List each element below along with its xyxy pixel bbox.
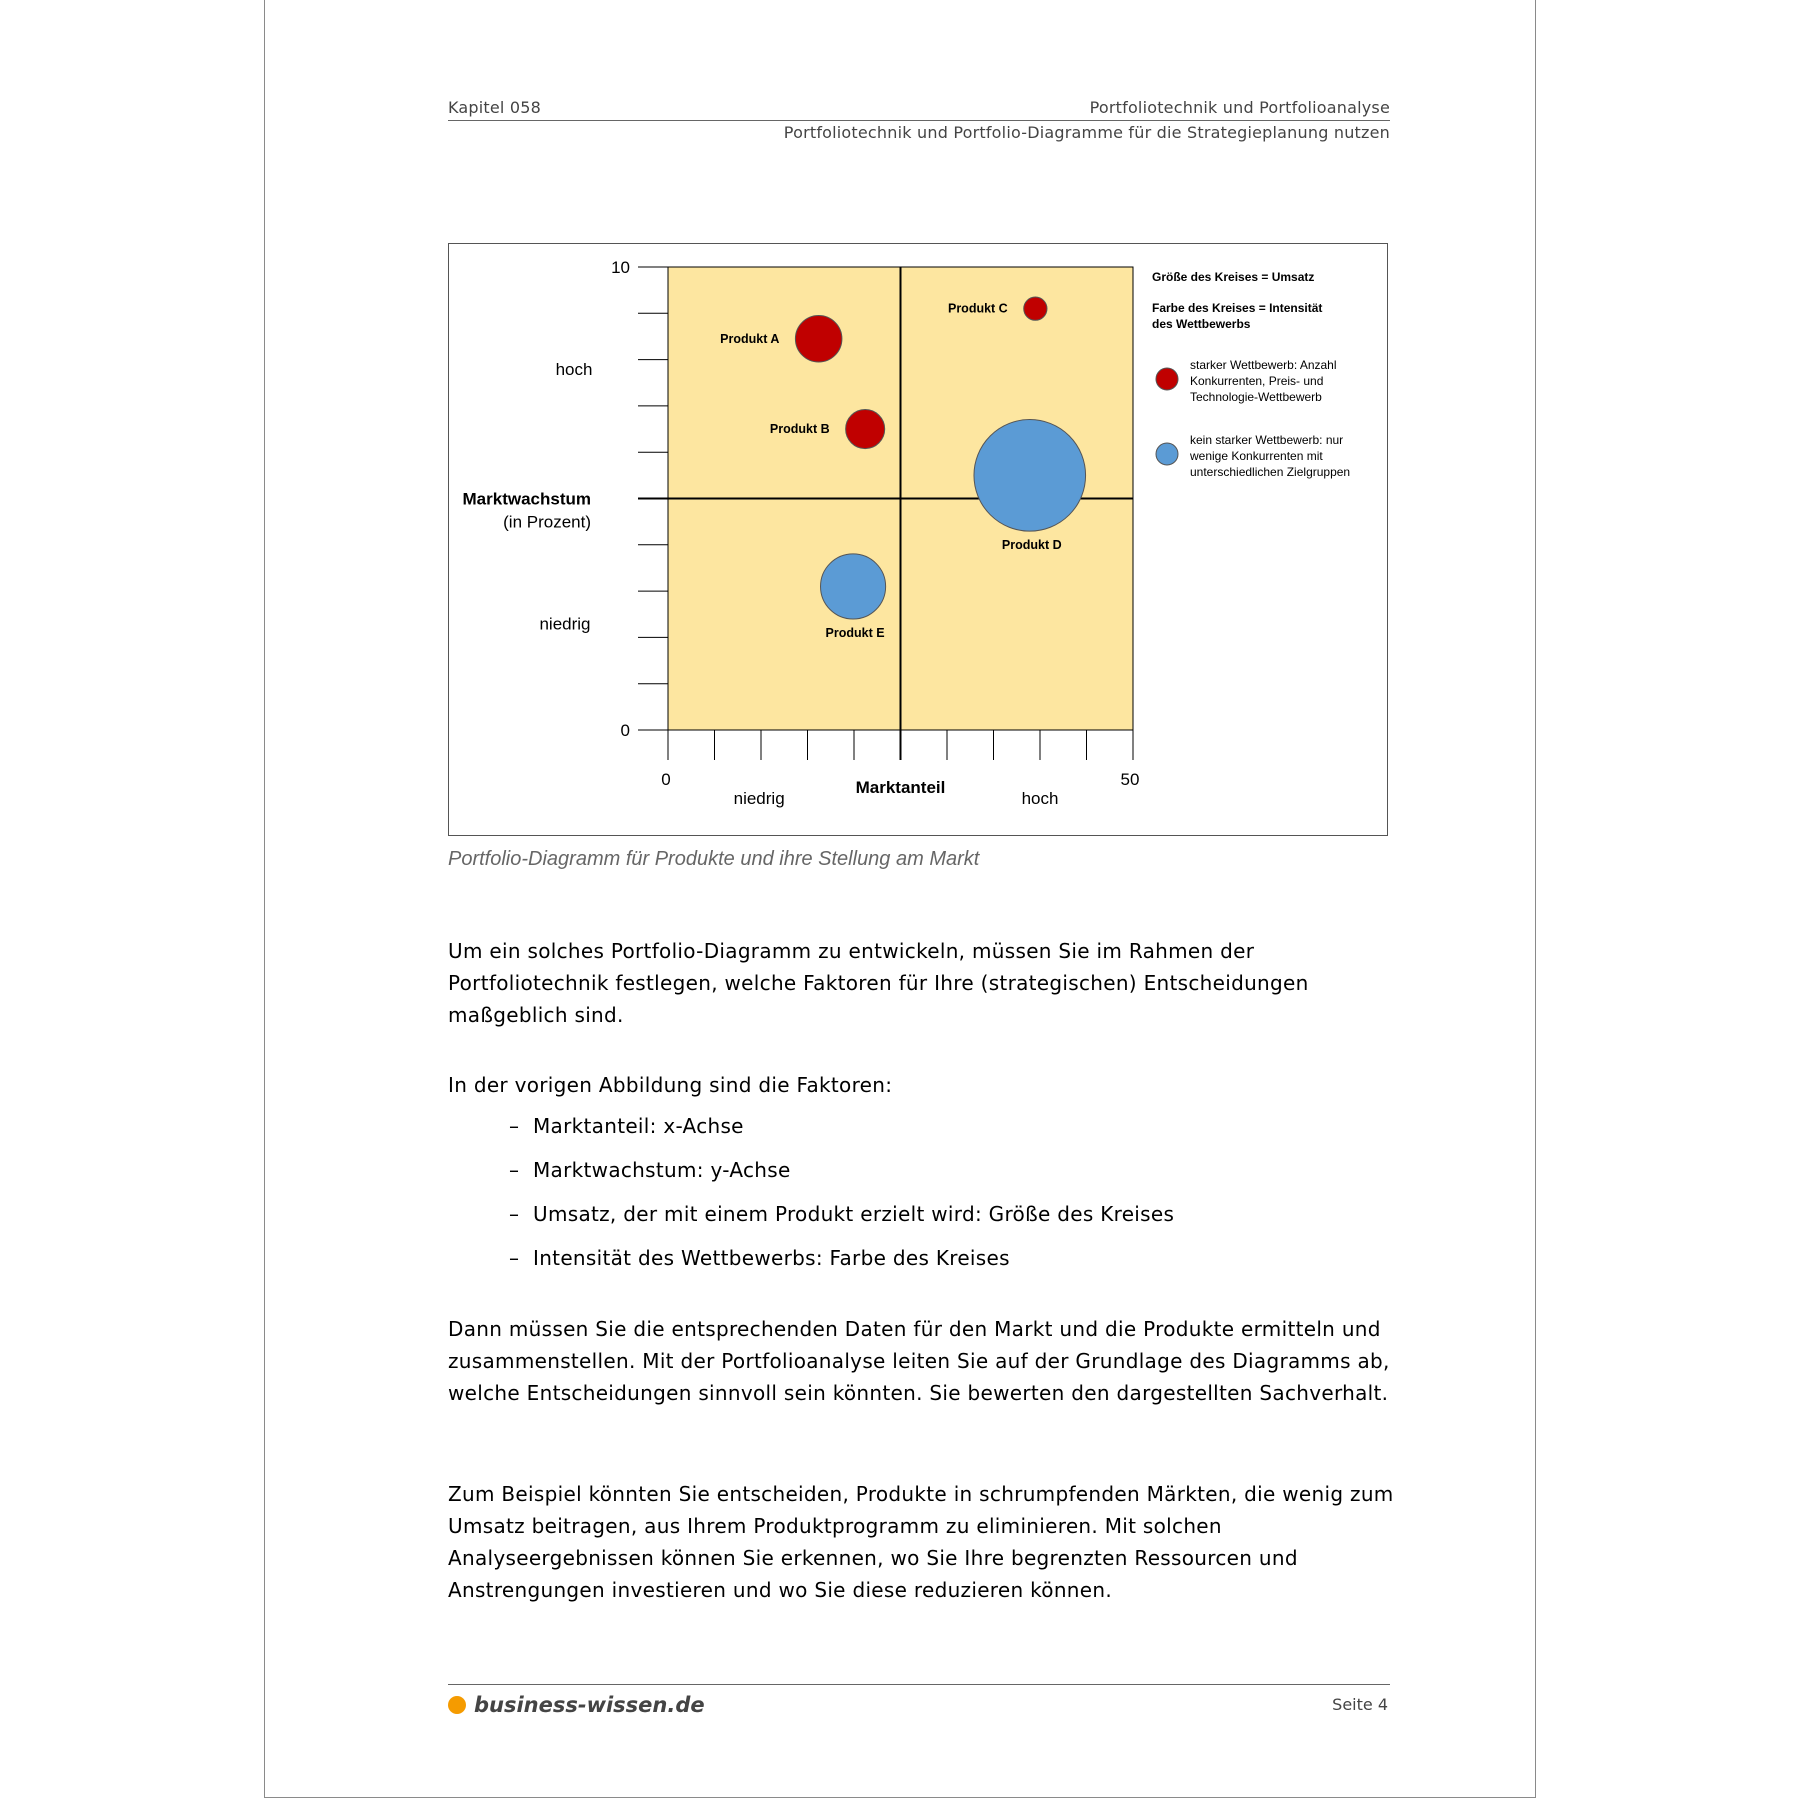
x-tick-label-right: 50 <box>1120 770 1140 789</box>
list-item <box>509 1154 1174 1198</box>
legend-entry-text: starker Wettbewerb: Anzahl <box>1190 358 1337 372</box>
paragraph-example: Zum Beispiel könnten Sie entscheiden, Produkte in schrumpfenden Märkten, die wenig zum Umsatz beitragen, aus Ihrem Produktprogramm zu eliminieren. Mit solchen Analyseergebnissen können Sie erkennen, wo Sie Ihre begrenzten Ressourcen und Anstrengungen investieren und wo Sie diese reduzieren können. <box>448 1482 1394 1602</box>
y-tick-label-top: 10 <box>611 258 630 277</box>
legend-entry-text: Konkurrenten, Preis- und <box>1190 374 1324 388</box>
list-dash: – <box>509 1158 520 1182</box>
page-header <box>448 98 1390 117</box>
y-axis-subtitle: (in Prozent) <box>503 512 591 532</box>
header-divider <box>448 120 1390 121</box>
list-dash: – <box>509 1202 520 1226</box>
bubble-produkt-e <box>821 554 886 619</box>
list-item-text: Umsatz, der mit einem Produkt erzielt wird: Größe des Kreises <box>533 1202 1175 1226</box>
x-tick-label-left: 0 <box>661 770 671 789</box>
chapter-label: Kapitel 058 <box>448 98 542 117</box>
y-category-low: niedrig <box>539 614 591 634</box>
bubble-produkt-c <box>1024 297 1047 320</box>
bubble-label: Produkt A <box>720 331 780 346</box>
legend-size-note: Größe des Kreises = Umsatz <box>1152 270 1315 284</box>
header-subtitle: Portfoliotechnik und Portfolio-Diagramme für die Strategieplanung nutzen <box>783 123 1390 142</box>
portfolio-figure <box>448 243 1388 836</box>
bubble-label: Produkt D <box>1001 538 1062 553</box>
legend-color-note: Farbe des Kreises = Intensität <box>1152 301 1323 315</box>
y-category-high: hoch <box>555 359 593 379</box>
list-item-text: Marktwachstum: y-Achse <box>533 1158 791 1182</box>
paragraph-analysis: Dann müssen Sie die entsprechenden Daten für den Markt und die Produkte ermitteln und zusammenstellen. Mit der Portfolioanalyse leiten Sie auf der Grundlage des Diagramms ab, welche Entscheidungen sinnvoll sein könnten. Sie bewerten den dargestellten Sachverhalt. <box>448 1317 1390 1405</box>
bubble-produkt-b <box>846 410 885 449</box>
footer-divider <box>448 1684 1390 1685</box>
footer-logo[interactable] <box>448 1693 705 1717</box>
chapter-topic: Portfoliotechnik und Portfolioanalyse <box>1089 98 1390 117</box>
bubble-label: Produkt E <box>825 626 885 641</box>
legend-entry-text: unterschiedlichen Zielgruppen <box>1190 465 1351 479</box>
x-axis-title: Marktanteil <box>855 778 946 797</box>
x-category-high: hoch <box>1021 789 1059 808</box>
page-number: Seite 4 <box>1332 1695 1388 1714</box>
paragraph-factors: In der vorigen Abbildung sind die Faktoren: <box>448 1073 893 1097</box>
figure-caption: Portfolio-Diagramm für Produkte und ihre Stellung am Markt <box>448 848 980 870</box>
legend-entry-text: kein starker Wettbewerb: nur <box>1190 433 1344 447</box>
factor-list <box>509 1110 1174 1286</box>
x-category-low: niedrig <box>733 789 785 808</box>
paragraph-intro: Um ein solches Portfolio-Diagramm zu entwickeln, müssen Sie im Rahmen der Portfoliotechnik festlegen, welche Faktoren für Ihre (strategischen) Entscheidungen maßgeblich sind. <box>448 939 1309 1027</box>
y-tick-label-bottom: 0 <box>620 721 630 740</box>
list-item-text: Marktanteil: x-Achse <box>533 1114 744 1138</box>
list-item-text: Intensität des Wettbewerbs: Farbe des Kreises <box>533 1246 1010 1270</box>
legend-entry-text: Technologie-Wettbewerb <box>1190 390 1322 404</box>
list-item <box>509 1110 1174 1154</box>
list-dash: – <box>509 1246 520 1270</box>
legend-swatch <box>1156 368 1178 390</box>
bubble-produkt-a <box>795 316 842 363</box>
list-item <box>509 1198 1174 1242</box>
bubble-produkt-d <box>974 420 1086 532</box>
legend-color-note: des Wettbewerbs <box>1152 317 1251 331</box>
legend-entry-text: wenige Konkurrenten mit <box>1190 449 1323 463</box>
list-item <box>509 1242 1174 1286</box>
portfolio-chart <box>449 244 1387 835</box>
legend-swatch <box>1156 443 1178 465</box>
bubble-label: Produkt B <box>769 422 830 437</box>
document-page <box>264 0 1536 1798</box>
y-axis-title: Marktwachstum <box>462 489 591 509</box>
bubble-label: Produkt C <box>947 301 1008 316</box>
list-dash: – <box>509 1114 520 1138</box>
logo-text: business-wissen.de <box>474 1693 705 1717</box>
logo-dot-icon <box>448 1696 466 1714</box>
